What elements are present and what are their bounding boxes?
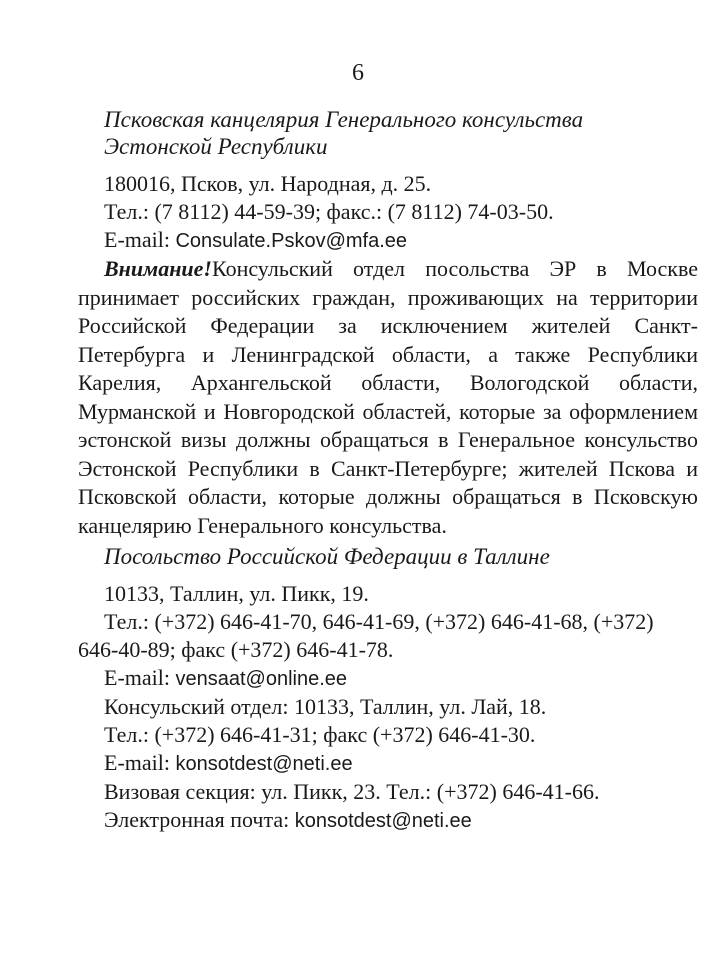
email-address[interactable]: Consulate.Pskov@mfa.ee	[175, 230, 408, 252]
section-heading	[104, 106, 698, 160]
notice-paragraph	[78, 255, 698, 540]
consular-email-line	[78, 749, 698, 778]
visa-section-line: Визовая секция: ул. Пикк, 23. Тел.: (+372) 646-41-66.	[104, 779, 600, 804]
notice-text: Консульский отдел посольства ЭР в Москве принимает российских граждан, проживающих на территории Российской Федерации за исключением жителей Санкт-Петербурга и Ленинградской области, а также Республики Карелия, Архангельской области, Вологодской области, Мурманской и Новгородской областей, которые за оформлением эстонской визы должны обращаться в Генеральное консульство Эстонской Республики в Санкт-Петербурге; жителей Пскова и Псковской области, которые должны обращаться в Псковскую канцелярию Генерального консульства.	[78, 256, 698, 538]
email-label: E-mail:	[104, 750, 170, 775]
section-heading: Посольство Российской Федерации в Таллине	[104, 544, 550, 569]
electronic-mail-label: Электронная почта:	[104, 807, 290, 832]
electronic-mail-line	[78, 806, 698, 835]
address-line: 180016, Псков, ул. Народная, д. 25.	[104, 171, 432, 196]
section-russian-embassy	[78, 543, 698, 835]
page-number: 6	[352, 60, 364, 86]
phone-line: Тел.: (7 8112) 44-59-39; факс.: (7 8112) 74-03-50.	[104, 199, 554, 224]
electronic-mail-address[interactable]: konsotdest@neti.ee	[294, 810, 472, 832]
phone-line-1: Тел.: (+372) 646-41-70, 646-41-69, (+372) 646-41-68, (+372)	[104, 609, 654, 634]
email-line	[78, 226, 698, 255]
address-line: 10133, Таллин, ул. Пикк, 19.	[104, 581, 369, 606]
heading-line-2: Эстонской Республики	[104, 134, 328, 159]
heading-line-1: Псковская канцелярия Генерального консульства	[104, 107, 584, 132]
phone-line-2: 646-40-89; факс (+372) 646-41-78.	[78, 637, 394, 662]
notice-label: Внимание!	[104, 256, 212, 281]
email-label: E-mail:	[104, 665, 170, 690]
section-pskov-office	[78, 106, 698, 540]
consular-phone-line: Тел.: (+372) 646-41-31; факс (+372) 646-41-30.	[104, 722, 536, 747]
email-label: E-mail:	[104, 227, 170, 252]
email-address[interactable]: vensaat@online.ee	[175, 668, 348, 690]
email-line	[78, 664, 698, 693]
consular-email-address[interactable]: konsotdest@neti.ee	[175, 753, 353, 775]
consular-address-line: Консульский отдел: 10133, Таллин, ул. Лай, 18.	[104, 694, 547, 719]
